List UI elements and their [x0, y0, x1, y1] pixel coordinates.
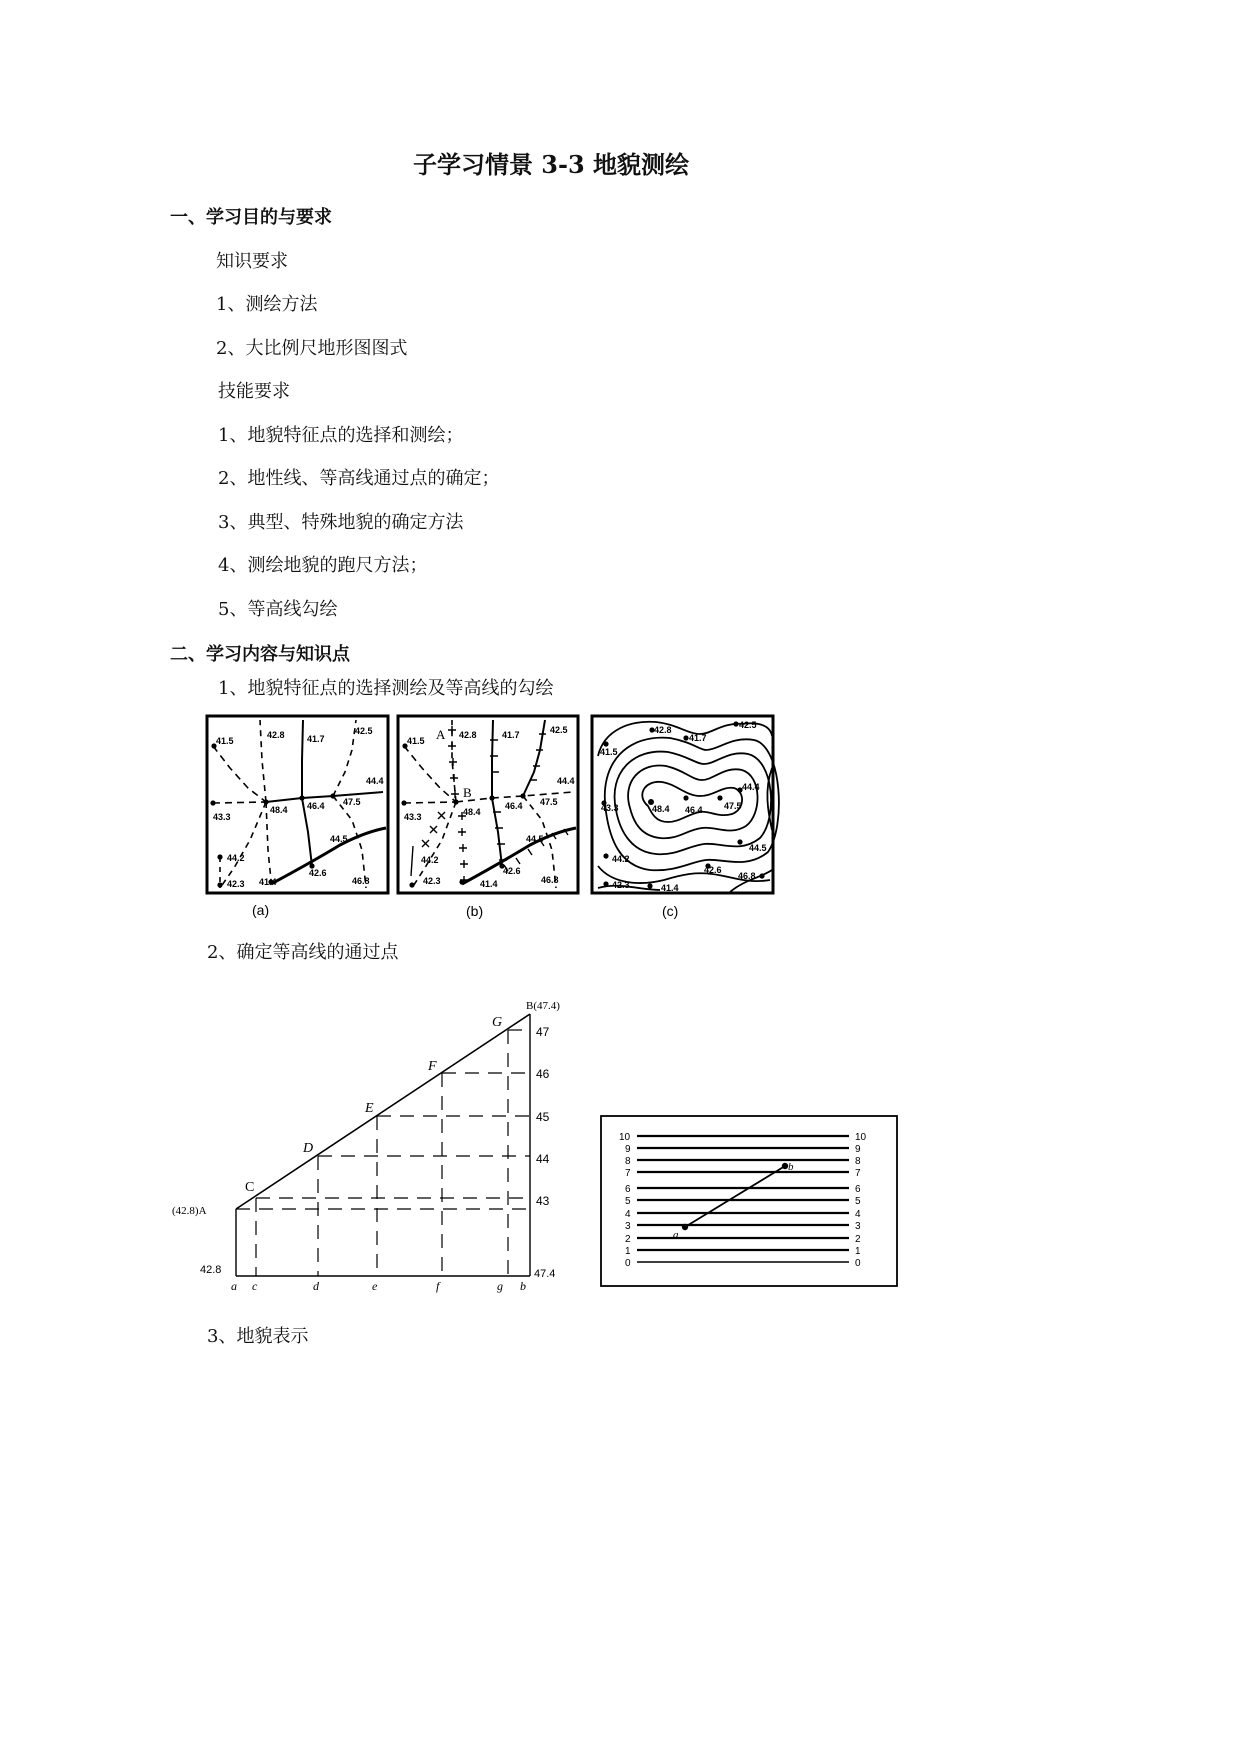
elevation-label: 44.4 [742, 782, 760, 792]
level-label-left: 9 [625, 1144, 631, 1155]
elevation-label: 46.4 [685, 805, 703, 815]
slope-point-label: F [428, 1059, 437, 1074]
right-tick-label: 46 [536, 1067, 550, 1081]
elevation-label: 41.5 [216, 736, 234, 746]
slope-point-label: D [303, 1141, 314, 1156]
section2-item1: 1、地貌特征点的选择测绘及等高线的勾绘 [218, 678, 554, 699]
elevation-label: 42.3 [423, 876, 441, 886]
level-label-right: 1 [855, 1246, 861, 1257]
elevation-label: 48.4 [652, 804, 670, 814]
elevation-label: 46.4 [307, 801, 325, 811]
level-label-right: 8 [855, 1156, 861, 1167]
panel-caption: (c) [662, 903, 679, 919]
point-a-label: a [673, 1229, 679, 1241]
slope-point-label: E [365, 1101, 374, 1116]
base-right-value: 47.4 [534, 1268, 556, 1280]
elevation-label: 43.3 [404, 812, 422, 822]
elevation-label: 48.4 [270, 805, 288, 815]
elevation-label: 42.3 [612, 880, 630, 890]
elevation-label: 42.6 [309, 868, 327, 878]
elevation-label: 42.5 [355, 726, 373, 736]
skill-item: 3、典型、特殊地貌的确定方法 [218, 512, 464, 533]
right-tick-label: 43 [536, 1194, 550, 1208]
skill-heading: 技能要求 [218, 381, 290, 402]
elevation-label: 44.5 [330, 834, 348, 844]
skill-item: 5、等高线勾绘 [218, 599, 338, 620]
elevation-label: 42.8 [459, 730, 477, 740]
page-title: 子学习情景 3-3 地貌测绘 [412, 150, 690, 179]
level-label-left: 3 [625, 1221, 631, 1232]
elevation-label: 42.8 [267, 730, 285, 740]
level-label-left: 4 [625, 1209, 631, 1220]
panel-caption: (b) [466, 903, 484, 919]
elevation-label: 46.8 [541, 875, 559, 885]
level-label-right: 7 [855, 1168, 861, 1179]
level-label-right: 3 [855, 1221, 861, 1232]
right-tick-label: 44 [536, 1152, 550, 1166]
level-label-right: 9 [855, 1144, 861, 1155]
level-label-right: 2 [855, 1234, 861, 1245]
base-letter: g [497, 1279, 503, 1293]
elevation-label: 41.5 [407, 736, 425, 746]
point-label-A: A [436, 727, 446, 742]
skill-item: 1、地貌特征点的选择和测绘； [218, 425, 464, 446]
level-label-right: 10 [855, 1132, 867, 1143]
skill-item: 2、地性线、等高线通过点的确定； [218, 468, 500, 489]
level-label-left: 6 [625, 1184, 631, 1195]
level-label-right: 4 [855, 1209, 861, 1220]
level-label-left: 1 [625, 1246, 631, 1257]
elevation-label: 44.5 [526, 834, 544, 844]
right-tick-label: 47 [536, 1025, 550, 1039]
section2-item3: 3、地貌表示 [207, 1326, 309, 1347]
point-label-B: B [463, 785, 472, 800]
elevation-label: 41.7 [307, 734, 325, 744]
level-label-left: 2 [625, 1234, 631, 1245]
elevation-label: 42.5 [739, 720, 757, 730]
elevation-label: 42.5 [550, 725, 568, 735]
elevation-label: 41.4 [259, 877, 277, 887]
level-label-right: 5 [855, 1196, 861, 1207]
knowledge-heading: 知识要求 [216, 251, 288, 272]
elevation-label: 47.5 [343, 797, 361, 807]
section2-heading: 二、学习内容与知识点 [170, 644, 350, 665]
level-label-left: 10 [619, 1132, 631, 1143]
elevation-label: 41.5 [600, 747, 618, 757]
level-label-left: 8 [625, 1156, 631, 1167]
elevation-label: 41.4 [480, 879, 498, 889]
elevation-label: 42.6 [503, 866, 521, 876]
base-letter: a [231, 1279, 237, 1293]
elevation-label: 44.2 [227, 853, 245, 863]
elevation-label: 46.4 [505, 801, 523, 811]
section1-heading: 一、学习目的与要求 [170, 207, 332, 228]
elevation-label: 48.4 [463, 807, 481, 817]
elevation-label: 44.4 [366, 776, 384, 786]
elevation-label: 42.3 [227, 879, 245, 889]
base-letter: d [313, 1279, 319, 1293]
point-b-label: b [788, 1161, 794, 1173]
level-label-right: 6 [855, 1184, 861, 1195]
elevation-label: 46.8 [352, 876, 370, 886]
skill-item: 4、测绘地貌的跑尺方法； [218, 555, 428, 576]
elevation-label: 41.7 [689, 733, 707, 743]
elevation-label: 44.2 [421, 855, 439, 865]
section2-item2: 2、确定等高线的通过点 [207, 942, 399, 963]
point-A-label: (42.8)A [172, 1205, 207, 1217]
level-label-left: 5 [625, 1196, 631, 1207]
knowledge-item: 2、大比例尺地形图图式 [216, 338, 408, 359]
panel-caption: (a) [252, 902, 270, 918]
knowledge-item: 1、测绘方法 [216, 294, 318, 315]
slope-point-label: G [492, 1015, 503, 1030]
elevation-label: 47.5 [540, 797, 558, 807]
base-letter: b [520, 1279, 526, 1293]
elevation-label: 44.5 [749, 843, 767, 853]
elevation-label: 41.7 [502, 730, 520, 740]
level-label-left: 7 [625, 1168, 631, 1179]
elevation-label: 43.3 [601, 803, 619, 813]
elevation-label: 42.6 [704, 865, 722, 875]
elevation-label: 44.2 [612, 854, 630, 864]
elevation-label: 43.3 [213, 812, 231, 822]
point-B-label: B(47.4) [526, 1000, 560, 1012]
base-letter: f [436, 1279, 440, 1293]
base-letter: e [372, 1279, 378, 1293]
elevation-label: 47.5 [724, 801, 742, 811]
right-tick-label: 45 [536, 1110, 550, 1124]
level-label-right: 0 [855, 1258, 861, 1269]
level-label-left: 0 [625, 1258, 631, 1269]
base-letter: c [252, 1279, 258, 1293]
elevation-label: 41.4 [661, 883, 679, 893]
elevation-label: 42.8 [654, 725, 672, 735]
elevation-label: 44.4 [557, 776, 575, 786]
slope-point-label: C [245, 1180, 255, 1195]
base-left-value: 42.8 [200, 1264, 222, 1276]
elevation-label: 46.8 [738, 871, 756, 881]
